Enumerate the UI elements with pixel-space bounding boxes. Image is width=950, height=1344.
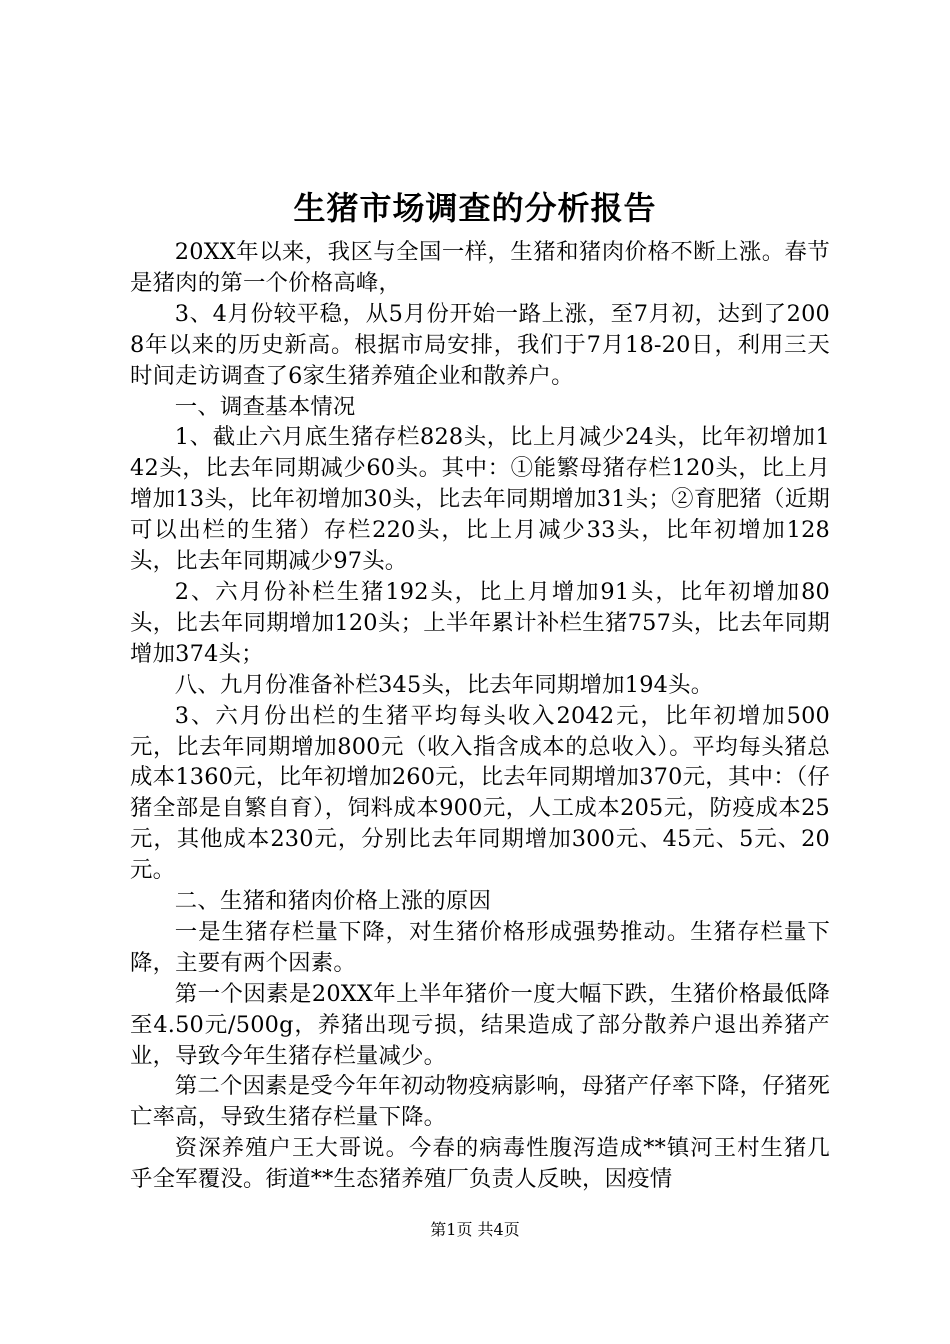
section-heading: 一、调查基本情况 — [174, 393, 356, 420]
paragraph: 3、六月份出栏的生猪平均每头收入2042元，比年初增加500元，比去年同期增加800元（收入指含成本的总收入）。平均每头猪总成本1360元，比年初增加260元，比去年同期增加370元，其中：（仔猪全部是自繁自育），饲料成本900元，人工成本205元，防疫成本25元，其他成本230元，分别比去年同期增加300元、45元、5元、20元。 — [130, 702, 830, 884]
paragraph: 3、4月份较平稳，从5月份开始一路上涨，至7月初，达到了2008年以来的历史新高。根据市局安排，我们于7月18-20日，利用三天时间走访调查了6家生猪养殖企业和散养户。 — [130, 300, 830, 389]
paragraph: 第一个因素是20XX年上半年猪价一度大幅下跌，生猪价格最低降至4.50元/500g，养猪出现亏损，结果造成了部分散养户退出养猪产业，导致今年生猪存栏量减少。 — [130, 980, 830, 1069]
paragraph: 第二个因素是受今年年初动物疫病影响，母猪产仔率下降，仔猪死亡率高，导致生猪存栏量下降。 — [130, 1073, 830, 1131]
paragraph: 资深养殖户王大哥说。今春的病毒性腹泻造成**镇河王村生猪几乎全军覆没。街道**生态猪养殖厂负责人反映，因疫情 — [130, 1135, 830, 1193]
page-number-footer: 第1页 共4页 — [430, 1220, 520, 1239]
paragraph: 20XX年以来，我区与全国一样，生猪和猪肉价格不断上涨。春节是猪肉的第一个价格高峰， — [130, 239, 830, 296]
page-title: 生猪市场调查的分析报告 — [293, 189, 657, 227]
paragraph: 一是生猪存栏量下降，对生猪价格形成强势推动。生猪存栏量下降，主要有两个因素。 — [130, 918, 830, 976]
paragraph: 八、九月份准备补栏345头，比去年同期增加194头。 — [174, 671, 714, 698]
paragraph: 2、六月份补栏生猪192头，比上月增加91头，比年初增加80头，比去年同期增加120头；上半年累计补栏生猪757头，比去年同期增加374头； — [130, 578, 830, 667]
paragraph: 1、截止六月底生猪存栏828头，比上月减少24头，比年初增加142头，比去年同期减少60头。其中：①能繁母猪存栏120头，比上月增加13头，比年初增加30头，比去年同期增加31头；②育肥猪（近期可以出栏的生猪）存栏220头，比上月减少33头，比年初增加128头，比去年同期减少97头。 — [130, 424, 830, 575]
section-heading: 二、生猪和猪肉价格上涨的原因 — [174, 888, 492, 915]
document-body — [130, 237, 830, 1195]
